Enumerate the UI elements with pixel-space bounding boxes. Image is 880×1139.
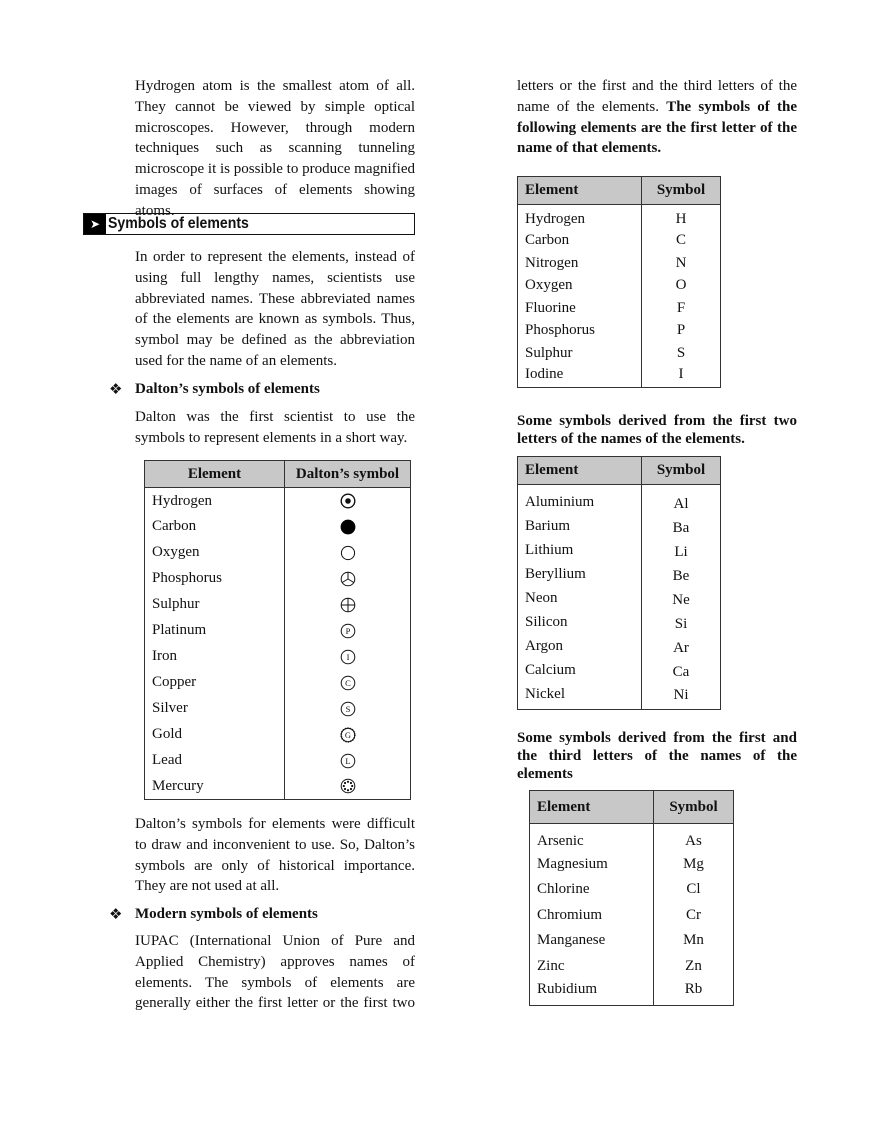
- table-row: [530, 953, 734, 979]
- element-name: Copper: [145, 670, 285, 696]
- svg-text:L: L: [344, 755, 351, 766]
- table-row: [530, 851, 734, 877]
- element-name: Lead: [145, 748, 285, 774]
- element-symbol: Ba: [642, 514, 721, 538]
- table-row: [145, 670, 411, 696]
- element-name: Magnesium: [530, 851, 654, 877]
- letter-circle-symbol-icon: [285, 748, 411, 774]
- table-header: Element: [530, 791, 654, 824]
- svg-text:P: P: [345, 625, 350, 636]
- element-name: Hydrogen: [518, 205, 642, 230]
- table-header: Element: [518, 177, 642, 205]
- letter-circle-symbol-icon: [285, 644, 411, 670]
- table-row: [530, 902, 734, 928]
- three-spoke-circle-icon: [285, 566, 411, 592]
- table-header: Element: [145, 461, 285, 488]
- letter-circle-symbol-icon: [285, 670, 411, 696]
- table-row: [518, 485, 721, 515]
- table-row: [145, 644, 411, 670]
- section-heading-text: Symbols of elements: [108, 215, 249, 232]
- table-row: [145, 696, 411, 722]
- continued-bold-text: The symbols of the following elements are the first letter of the name of that elements.: [517, 98, 797, 157]
- svg-text:C: C: [344, 677, 351, 688]
- element-name: Manganese: [530, 928, 654, 954]
- table-row: [530, 877, 734, 903]
- table-row: [518, 514, 721, 538]
- element-name: Carbon: [145, 514, 285, 540]
- svg-text:G: G: [344, 729, 351, 740]
- element-symbol: H: [642, 205, 721, 230]
- letter-circle-symbol-icon: [285, 696, 411, 722]
- diamond-bullet-icon: ❖: [109, 905, 123, 923]
- table-row: [518, 252, 721, 275]
- table-header: Element: [518, 457, 642, 485]
- element-name: Oxygen: [518, 274, 642, 297]
- element-symbol: Ar: [642, 634, 721, 658]
- first-third-caption: Some symbols derived from the first and the third letters of the names of the elements: [517, 730, 797, 782]
- two-letters-table: [517, 456, 721, 710]
- element-name: Nitrogen: [518, 252, 642, 275]
- filled-circle-icon: [285, 514, 411, 540]
- element-name: Oxygen: [145, 540, 285, 566]
- element-symbol: Rb: [654, 979, 734, 1006]
- table-row: [518, 682, 721, 710]
- element-symbol: Li: [642, 538, 721, 562]
- table-row: [145, 748, 411, 774]
- symbols-paragraph: In order to represent the elements, instead of using full lengthy names, scientists use abbreviated names. These abbreviated names of the elements are known as symbols. Thus, symbol may be defined as the abbreviation used for the name of an elements.: [135, 249, 415, 369]
- element-name: Lithium: [518, 538, 642, 562]
- table-row: [145, 540, 411, 566]
- element-symbol: F: [642, 297, 721, 320]
- element-name: Iodine: [518, 364, 642, 388]
- continued-paragraph: [517, 76, 797, 159]
- element-symbol: O: [642, 274, 721, 297]
- element-symbol: Al: [642, 485, 721, 515]
- table-row: [145, 514, 411, 540]
- element-name: Beryllium: [518, 562, 642, 586]
- table-header: Dalton’s symbol: [285, 461, 411, 488]
- table-row: [518, 297, 721, 320]
- table-row: [518, 562, 721, 586]
- intro-paragraph: Hydrogen atom is the smallest atom of all. They cannot be viewed by simple optical microscopes. However, through modern techniques such as scanning tunneling microscope it is possible to produce magnified images of surfaces of elements showing atoms.: [135, 78, 415, 219]
- dalton-after-paragraph: Dalton’s symbols for elements were difficult to draw and inconvenient to use. So, Dalton’s symbols are only of historical importance. They are not used at all.: [135, 816, 415, 895]
- table-row: [518, 610, 721, 634]
- element-name: Phosphorus: [518, 319, 642, 342]
- first-third-table: [529, 790, 734, 1006]
- element-symbol: N: [642, 252, 721, 275]
- element-name: Aluminium: [518, 485, 642, 515]
- table-row: [518, 586, 721, 610]
- element-name: Neon: [518, 586, 642, 610]
- element-name: Rubidium: [530, 979, 654, 1006]
- table-row: [530, 824, 734, 852]
- element-symbol: Ca: [642, 658, 721, 682]
- dalton-paragraph: Dalton was the first scientist to use the symbols to represent elements in a short way.: [135, 409, 415, 446]
- continued-text: letters or the first and the third letters of the name of the elements.: [517, 78, 797, 115]
- table-row: [518, 342, 721, 365]
- element-name: Silver: [145, 696, 285, 722]
- element-symbol: Be: [642, 562, 721, 586]
- element-name: Zinc: [530, 953, 654, 979]
- svg-text:I: I: [346, 651, 349, 662]
- element-name: Phosphorus: [145, 566, 285, 592]
- element-name: Calcium: [518, 658, 642, 682]
- table-row: [518, 205, 721, 230]
- table-row: [518, 658, 721, 682]
- element-symbol: Ni: [642, 682, 721, 710]
- element-name: Chromium: [530, 902, 654, 928]
- table-row: [145, 566, 411, 592]
- letter-circle-symbol-icon: [285, 618, 411, 644]
- element-name: Sulphur: [518, 342, 642, 365]
- modern-heading: [109, 905, 318, 923]
- dotted-ring-circle-icon: [285, 774, 411, 800]
- modern-paragraph: IUPAC (International Union of Pure and Applied Chemistry) approves names of elements. The symbols of elements are generally either the first letter or the first two: [135, 933, 415, 1012]
- element-name: Chlorine: [530, 877, 654, 903]
- element-symbol: Mn: [654, 928, 734, 954]
- element-symbol: S: [642, 342, 721, 365]
- element-name: Gold: [145, 722, 285, 748]
- table-row: [145, 722, 411, 748]
- cross-circle-icon: [285, 592, 411, 618]
- element-name: Nickel: [518, 682, 642, 710]
- element-symbol: P: [642, 319, 721, 342]
- element-name: Silicon: [518, 610, 642, 634]
- two-letters-caption: Some symbols derived from the first two letters of the names of the elements.: [517, 413, 797, 447]
- table-row: [518, 364, 721, 388]
- element-name: Carbon: [518, 229, 642, 252]
- table-row: [518, 274, 721, 297]
- dalton-symbols-table: [144, 460, 411, 800]
- letter-circle-symbol-icon: [285, 722, 411, 748]
- table-row: [518, 319, 721, 342]
- element-symbol: Cr: [654, 902, 734, 928]
- dalton-heading-text: Dalton’s symbols of elements: [135, 381, 320, 397]
- element-name: Iron: [145, 644, 285, 670]
- table-row: [518, 229, 721, 252]
- table-row: [518, 538, 721, 562]
- element-symbol: Ne: [642, 586, 721, 610]
- element-symbol: As: [654, 824, 734, 852]
- table-row: [145, 618, 411, 644]
- section-heading: [83, 213, 415, 235]
- element-name: Fluorine: [518, 297, 642, 320]
- element-name: Platinum: [145, 618, 285, 644]
- table-row: [530, 928, 734, 954]
- element-name: Mercury: [145, 774, 285, 800]
- modern-heading-text: Modern symbols of elements: [135, 906, 318, 922]
- table-row: [518, 634, 721, 658]
- table-row: [145, 592, 411, 618]
- first-letter-table: [517, 176, 721, 388]
- element-symbol: Zn: [654, 953, 734, 979]
- element-name: Sulphur: [145, 592, 285, 618]
- element-symbol: I: [642, 364, 721, 388]
- table-row: [530, 979, 734, 1006]
- element-name: Hydrogen: [145, 488, 285, 514]
- svg-text:S: S: [345, 703, 350, 714]
- table-row: [145, 488, 411, 514]
- table-header: Symbol: [642, 457, 721, 485]
- dalton-heading: [109, 380, 320, 398]
- diamond-bullet-icon: ❖: [109, 380, 123, 398]
- element-name: Barium: [518, 514, 642, 538]
- element-symbol: Cl: [654, 877, 734, 903]
- table-row: [145, 774, 411, 800]
- element-symbol: C: [642, 229, 721, 252]
- table-header: Symbol: [654, 791, 734, 824]
- arrow-bullet-icon: ➤: [84, 214, 106, 234]
- element-name: Argon: [518, 634, 642, 658]
- element-name: Arsenic: [530, 824, 654, 852]
- empty-circle-icon: [285, 540, 411, 566]
- dot-in-circle-icon: [285, 488, 411, 514]
- element-symbol: Mg: [654, 851, 734, 877]
- element-symbol: Si: [642, 610, 721, 634]
- table-header: Symbol: [642, 177, 721, 205]
